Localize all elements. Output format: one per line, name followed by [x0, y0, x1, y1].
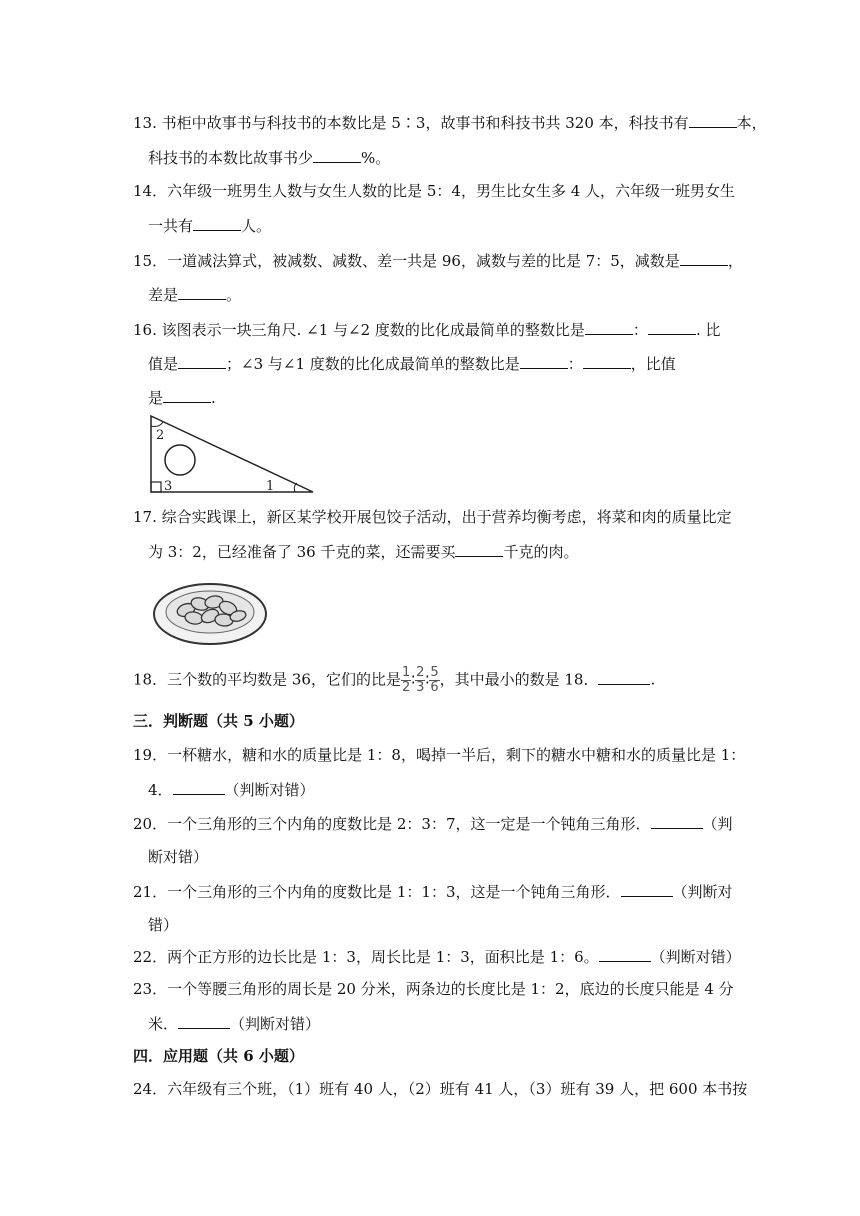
q13-line2 — [148, 146, 390, 169]
q21-text-a: 21．一个三角形的三个内角的度数比是 1：1：3，这是一个钝角三角形． — [133, 883, 621, 901]
q16-text-i: . — [211, 389, 216, 407]
right-angle-mark — [151, 482, 161, 492]
q13-text-b: 本， — [736, 114, 767, 132]
q13-line1 — [133, 111, 767, 134]
q23-text-a: 米． — [148, 1015, 179, 1033]
q15-blank-2[interactable] — [178, 283, 226, 300]
q21-text-b: （判断对 — [672, 883, 733, 901]
q18-fraction-1: $\frac{1}{2}$ — [401, 665, 411, 695]
q18-text-b: ，其中最小的数是 18． — [439, 670, 599, 689]
q17-blank[interactable] — [455, 540, 503, 557]
q15-text-b: ， — [727, 252, 743, 270]
triangle-hole-circle — [165, 445, 195, 475]
q22-blank[interactable] — [599, 945, 651, 962]
q18-fraction-3: $\frac{5}{6}$ — [430, 665, 439, 695]
q16-blank-1[interactable] — [585, 318, 633, 335]
angle2-arc — [151, 422, 163, 427]
q13-text-a: 13. 书柜中故事书与科技书的本数比是 5∶3，故事书和科技书共 320 本，科技书有 — [133, 114, 689, 132]
q14-line1: 14．六年级一班男生人数与女生人数的比是 5：4，男生比女生多 4 人，六年级一班男女生 — [133, 182, 736, 200]
q13-text-c: 科技书的本数比故事书少 — [148, 149, 314, 167]
q18-sep-2: ∶ — [425, 670, 430, 689]
q16-text-f: ： — [567, 355, 583, 373]
q16-text-a: 16. 该图表示一块三角尺. ∠1 与∠2 度数的比化成最简单的整数比是 — [133, 321, 585, 339]
q13-blank-1[interactable] — [689, 111, 737, 128]
q18-blank[interactable] — [598, 668, 650, 685]
q16-line1 — [133, 318, 720, 341]
q19-line2 — [148, 778, 315, 801]
section4-title: 四．应用题（共 6 小题） — [133, 1047, 304, 1065]
q15-blank-1[interactable] — [680, 249, 728, 266]
q21-line2: 错） — [148, 916, 179, 934]
q23-blank[interactable] — [178, 1012, 230, 1029]
q14-text-a: 一共有 — [148, 217, 194, 235]
q22-text-a: 22．两个正方形的边长比是 1：3，周长比是 1：3，面积比是 1：6。 — [133, 948, 599, 966]
q14-line2 — [148, 214, 271, 237]
q16-blank-4[interactable] — [520, 352, 568, 369]
q18-text-a: 18．三个数的平均数是 36，它们的比是 — [133, 670, 401, 689]
q13-blank-2[interactable] — [313, 146, 361, 163]
q17-line2 — [148, 540, 579, 563]
q14-text-b: 人。 — [241, 217, 272, 235]
q21-line1 — [133, 880, 733, 903]
dumplings-plate-image — [148, 570, 272, 650]
q18-fraction-2: $\frac{2}{3}$ — [416, 665, 425, 695]
q14-blank[interactable] — [193, 214, 241, 231]
angle2-label: 2 — [156, 428, 165, 443]
q16-text-d: 值是 — [148, 355, 179, 373]
q16-blank-5[interactable] — [583, 352, 631, 369]
q22-line1 — [133, 945, 741, 968]
angle3-label: 3 — [164, 479, 173, 494]
q19-line1: 19．一杯糖水，糖和水的质量比是 1：8，喝掉一半后，剩下的糖水中糖和水的质量比是 1： — [133, 746, 746, 764]
q16-text-g: ，比值 — [630, 355, 676, 373]
q16-blank-6[interactable] — [163, 386, 211, 403]
q20-line1 — [133, 812, 733, 835]
q16-blank-2[interactable] — [648, 318, 696, 335]
q23-line2 — [148, 1012, 320, 1035]
q15-line1 — [133, 249, 743, 272]
q19-blank[interactable] — [173, 778, 225, 795]
q18-sep-1: ∶ — [411, 670, 416, 689]
q20-text-a: 20．一个三角形的三个内角的度数比是 2：3：7，这一定是一个钝角三角形． — [133, 815, 651, 833]
q24-line1: 24．六年级有三个班，（1）班有 40 人，（2）班有 41 人，（3）班有 39 人，把 600 本书按 — [133, 1080, 748, 1098]
q20-blank[interactable] — [651, 812, 703, 829]
q18-line — [133, 666, 655, 695]
q16-line3 — [148, 386, 216, 409]
triangle-outline — [151, 416, 313, 492]
q19-text-b: （判断对错） — [224, 781, 315, 799]
q20-line2: 断对错） — [148, 848, 209, 866]
angle1-label: 1 — [266, 479, 275, 494]
q19-text-a: 4． — [148, 781, 173, 799]
q15-text-a: 15．一道减法算式，被减数、减数、差一共是 96，减数与差的比是 7：5，减数是 — [133, 252, 680, 270]
q16-line2 — [148, 352, 676, 375]
section3-title: 三．判断题（共 5 小题） — [133, 712, 304, 730]
q17-text-a: 为 3：2，已经准备了 36 千克的菜，还需要买 — [148, 543, 456, 561]
q16-text-b: ： — [632, 321, 648, 339]
q15-text-d: 。 — [226, 286, 242, 304]
q17-text-b: 千克的肉。 — [503, 543, 579, 561]
q15-line2 — [148, 283, 241, 306]
q23-text-b: （判断对错） — [230, 1015, 321, 1033]
q23-line1: 23．一个等腰三角形的周长是 20 分米，两条边的长度比是 1：2，底边的长度只能是 4 分 — [133, 980, 734, 998]
q22-text-b: （判断对错） — [650, 948, 741, 966]
q21-blank[interactable] — [621, 880, 673, 897]
q15-text-c: 差是 — [148, 286, 179, 304]
q16-text-e: ；∠3 与∠1 度数的比化成最简单的整数比是 — [226, 355, 520, 373]
q20-text-b: （判 — [702, 815, 733, 833]
q18-text-c: . — [650, 670, 656, 689]
q16-blank-3[interactable] — [178, 352, 226, 369]
q16-text-h: 是 — [148, 389, 164, 407]
q13-text-d: %。 — [361, 149, 391, 167]
triangle-ruler-figure — [145, 410, 320, 498]
q17-line1: 17. 综合实践课上，新区某学校开展包饺子活动，出于营养均衡考虑，将菜和肉的质量比定 — [133, 508, 732, 526]
q16-text-c: . 比 — [695, 321, 721, 339]
